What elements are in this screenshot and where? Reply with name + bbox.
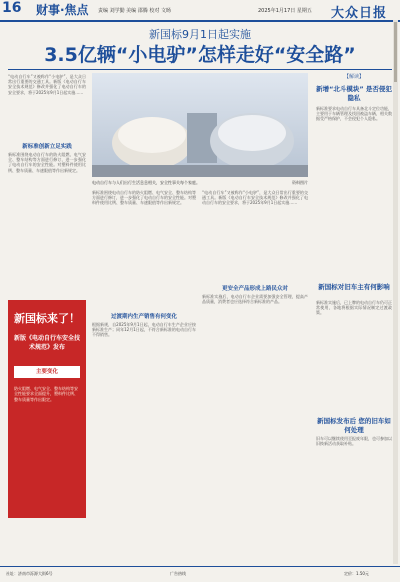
section3-body: 新标准实施后，电动自行车企业需要加强安全管理，提高产品质量，消费者也应选择符合新标准的产品。 [202,294,308,305]
promo-highlight: 主要变化 [14,366,80,378]
vertical-scrollbar[interactable] [393,20,398,564]
page-number: 16 [2,0,22,16]
sidebar-item3-body: 旧车可以继续使用至报废年限，也可参加以旧换新活动获取补贴。 [316,436,392,447]
promo-body: 防火阻燃、电气安全、整车结构等安全性能要求全面提升，塑料件比例、整车质量等作出限定。 [14,386,78,402]
sidebar-item2-title: 新国标对旧车主有何影响 [318,283,390,291]
column3-paragraph: “电动自行车”又被称作“小电驴”，是大众日常出行重要的交通工具。新版《电动自行车安全技术规范》修改并强化了电动自行车的安全要求，将于2025年9月1日起实施…… [202,190,308,206]
sidebar-item1-title: 新增“北斗模块” 是否侵犯隐私 [316,85,392,102]
newspaper-masthead: 大众日报 [331,6,388,21]
promo-subtitle: 新版《电动自行车安全技术规范》发布 [13,335,80,351]
helmet-photo-illustration [92,73,308,177]
page-header [0,0,400,22]
sidebar-item1-body: 新标准要求电动自行车具备北斗定位功能，主要用于车辆管理及找回被盗车辆，相关数据受严格保护，不会侵犯个人隐私。 [316,106,392,122]
photo-caption-text: 电动自行车与人们出行生活息息相关，安全性事关每个家庭。 [92,180,200,185]
photo-caption [92,180,308,186]
headline-divider [8,69,392,70]
photo-credit: 资料图片 [292,180,308,185]
footer-address: 社址：济南市泺源大街6号 [6,571,53,576]
section3-title: 更安全产品形成上路民众对 [221,286,288,292]
sidebar-item3-title: 新国标发布后 您的旧车如何处理 [317,417,391,434]
article-headline: 3.5亿辆“小电驴”怎样走好“安全路” [44,44,356,66]
section2-body: 根据新规，自2025年9月1日起，电动自行车生产企业应按新标准生产；同年12月1日起，不符合新标准的电动自行车不得销售。 [92,322,196,338]
promo-title: 新国标来了！ [14,312,80,325]
section1-title: 新标准创新立足实践 [22,144,72,150]
scrollbar-thumb[interactable] [394,22,397,82]
article-subtitle: 新国标9月1日起实施 [149,28,251,41]
issue-date: 2025年1月17日 星期五 [258,8,312,14]
article-photo [92,73,308,177]
sidebar-item2-body: 新标准实施后，已上牌的电动自行车仍可正常使用，各地将根据实际情况制定过渡政策。 [316,300,392,316]
footer-ad-phone: 广告热线 [170,571,186,576]
footer-price: 定价：1.50元 [344,571,369,576]
section-name: 财事·焦点 [36,3,89,17]
sidebar-tag: 【解读】 [343,74,364,80]
section2-title: 过渡期内生产销售有何变化 [110,314,177,320]
section1-continued: 新标准围绕电动自行车的防火阻燃、电气安全、整车结构等方面进行修订，进一步强化了电动自行车的安全性能。对塑料件使用比例、整车质量、车速限值等作出新规定。 [92,190,196,206]
section1-body: 新标准围绕电动自行车的防火阻燃、电气安全、整车结构等方面进行修订，进一步强化了电动自行车的安全性能。对塑料件使用比例、整车质量、车速限值等作出新规定。 [8,152,86,173]
editors-line: 责编 刘学勤 美编 邵腾 校对 文旸 [98,8,171,14]
intro-paragraph: “电动自行车”又被称作“小电驴”，是大众日常出行重要的交通工具。新版《电动自行车安全技术规范》修改并强化了电动自行车的安全要求，将于2025年9月1日起实施…… [8,74,86,95]
new-standard-promo-box [8,300,86,518]
page-footer [0,566,400,582]
